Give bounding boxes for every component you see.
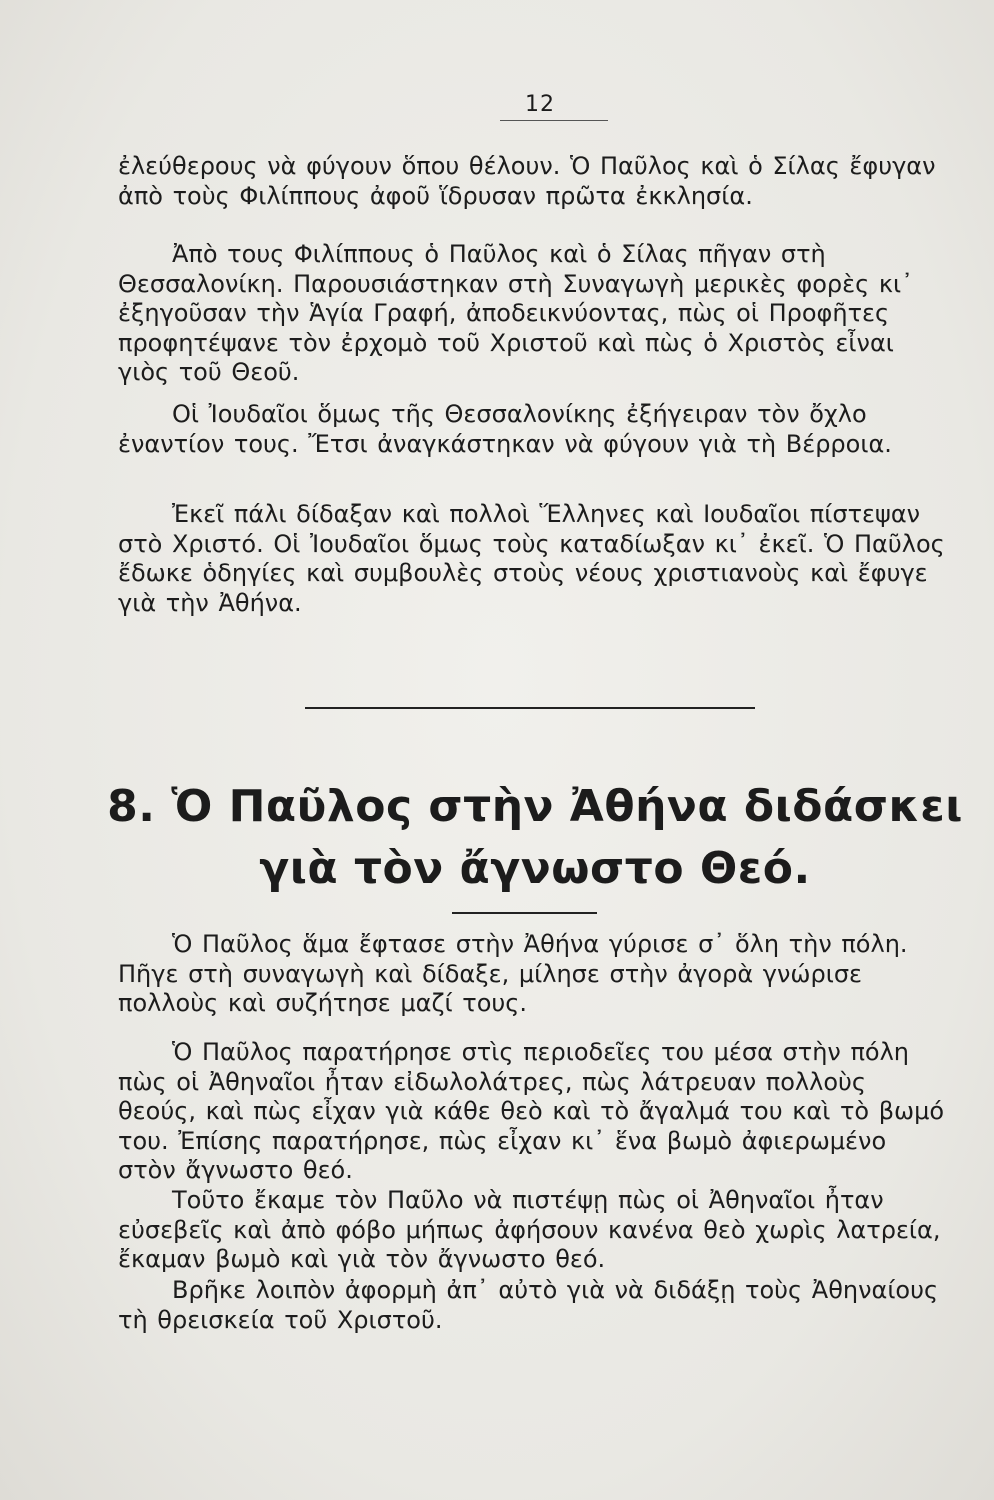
section-heading-line-1: 8. Ὁ Παῦλος στὴν Ἀθήνα διδάσκει — [107, 781, 963, 832]
paragraph-thessaloniki: Ἀπὸ τους Φιλίππους ὁ Παῦλος καὶ ὁ Σίλας πῆγαν στὴ Θεσσαλονίκη. Παρουσιάστηκαν στὴ Συναγωγὴ μερικὲς φορὲς κι᾽ ἐξηγοῦσαν τὴν Ἁγία Γραφή, ἀποδεικνύοντας, πὼς οἱ Προφῆτες προφητέψανε τὸν ἐρχομὸ τοῦ Χριστοῦ καὶ πὼς ὁ Χριστὸς εἶναι γιὸς τοῦ Θεοῦ. — [118, 240, 914, 386]
heading-underline — [452, 912, 597, 914]
paragraph-berea: Ἐκεῖ πάλι δίδαξαν καὶ πολλοὶ Ἕλληνες καὶ Ιουδαῖοι πίστεψαν στὸ Χριστό. Οἱ Ἰουδαῖοι ὅμως τοὺς καταδίωξαν κι᾽ ἐκεῖ. Ὁ Παῦλος ἔδωκε ὁδηγίες καὶ συμβουλὲς στοὺς νέους χριστιανοὺς καὶ ἔφυγε γιὰ τὴν Ἀθήνα. — [118, 500, 945, 617]
paragraph-piety: Τοῦτο ἔκαμε τὸν Παῦλο νὰ πιστέψῃ πὼς οἱ Ἀθηναῖοι ἦταν εὐσεβεῖς καὶ ἀπὸ φόβο μήπως ἀφήσουν κανένα θεὸ χωρὶς λατρεία, ἔκαμαν βωμὸ καὶ γιὰ τὸν ἄγνωστο θεό. — [118, 1186, 941, 1273]
paragraph-teaching: Βρῆκε λοιπὸν ἀφορμὴ ἀπ᾽ αὐτὸ γιὰ νὰ διδάξῃ τοὺς Ἀθηναίους τὴ θρεισκεία τοῦ Χριστοῦ. — [118, 1276, 939, 1334]
page-number: 12 — [525, 92, 555, 117]
paragraph-jews-thessaloniki: Οἱ Ἰουδαῖοι ὅμως τῆς Θεσσαλονίκης ἐξήγειραν τὸν ὄχλο ἐναντίον τους. Ἔτσι ἀναγκάστηκαν νὰ φύγουν γιὰ τὴ Βέρροια. — [118, 400, 892, 458]
paragraph-observation: Ὁ Παῦλος παρατήρησε στὶς περιοδεῖες του μέσα στὴν πόλη πὼς οἱ Ἀθηναῖοι ἦταν εἰδωλολάτρες, πὼς λάτρευαν πολλοὺς θεούς, καὶ πὼς εἶχαν γιὰ κάθε θεὸ καὶ τὸ ἄγαλμά του καὶ τὸ βωμό του. Ἐπίσης παρατήρησε, πὼς εἶχαν κι᾽ ἕνα βωμὸ ἀφιερωμένο στὸν ἄγνωστο θεό. — [118, 1038, 945, 1184]
section-heading-line-2: γιὰ τὸν ἄγνωστο Θεό. — [259, 843, 811, 894]
page-number-underline — [500, 120, 608, 121]
section-divider — [305, 707, 755, 709]
paragraph-arrival-athens: Ὁ Παῦλος ἅμα ἔφτασε στὴν Ἀθήνα γύρισε σ᾽ ὅλη τὴν πόλη. Πῆγε στὴ συναγωγὴ καὶ δίδαξε, μίλησε στὴν ἀγορὰ γνώρισε πολλοὺς καὶ συζήτησε μαζί τους. — [118, 930, 908, 1017]
paragraph-continuation: ἐλεύθερους νὰ φύγουν ὅπου θέλουν. Ὁ Παῦλος καὶ ὁ Σίλας ἔφυγαν ἀπὸ τοὺς Φιλίππους ἀφοῦ ἵδρυσαν πρῶτα ἐκκλησία. — [118, 152, 936, 210]
section-heading — [105, 776, 965, 900]
